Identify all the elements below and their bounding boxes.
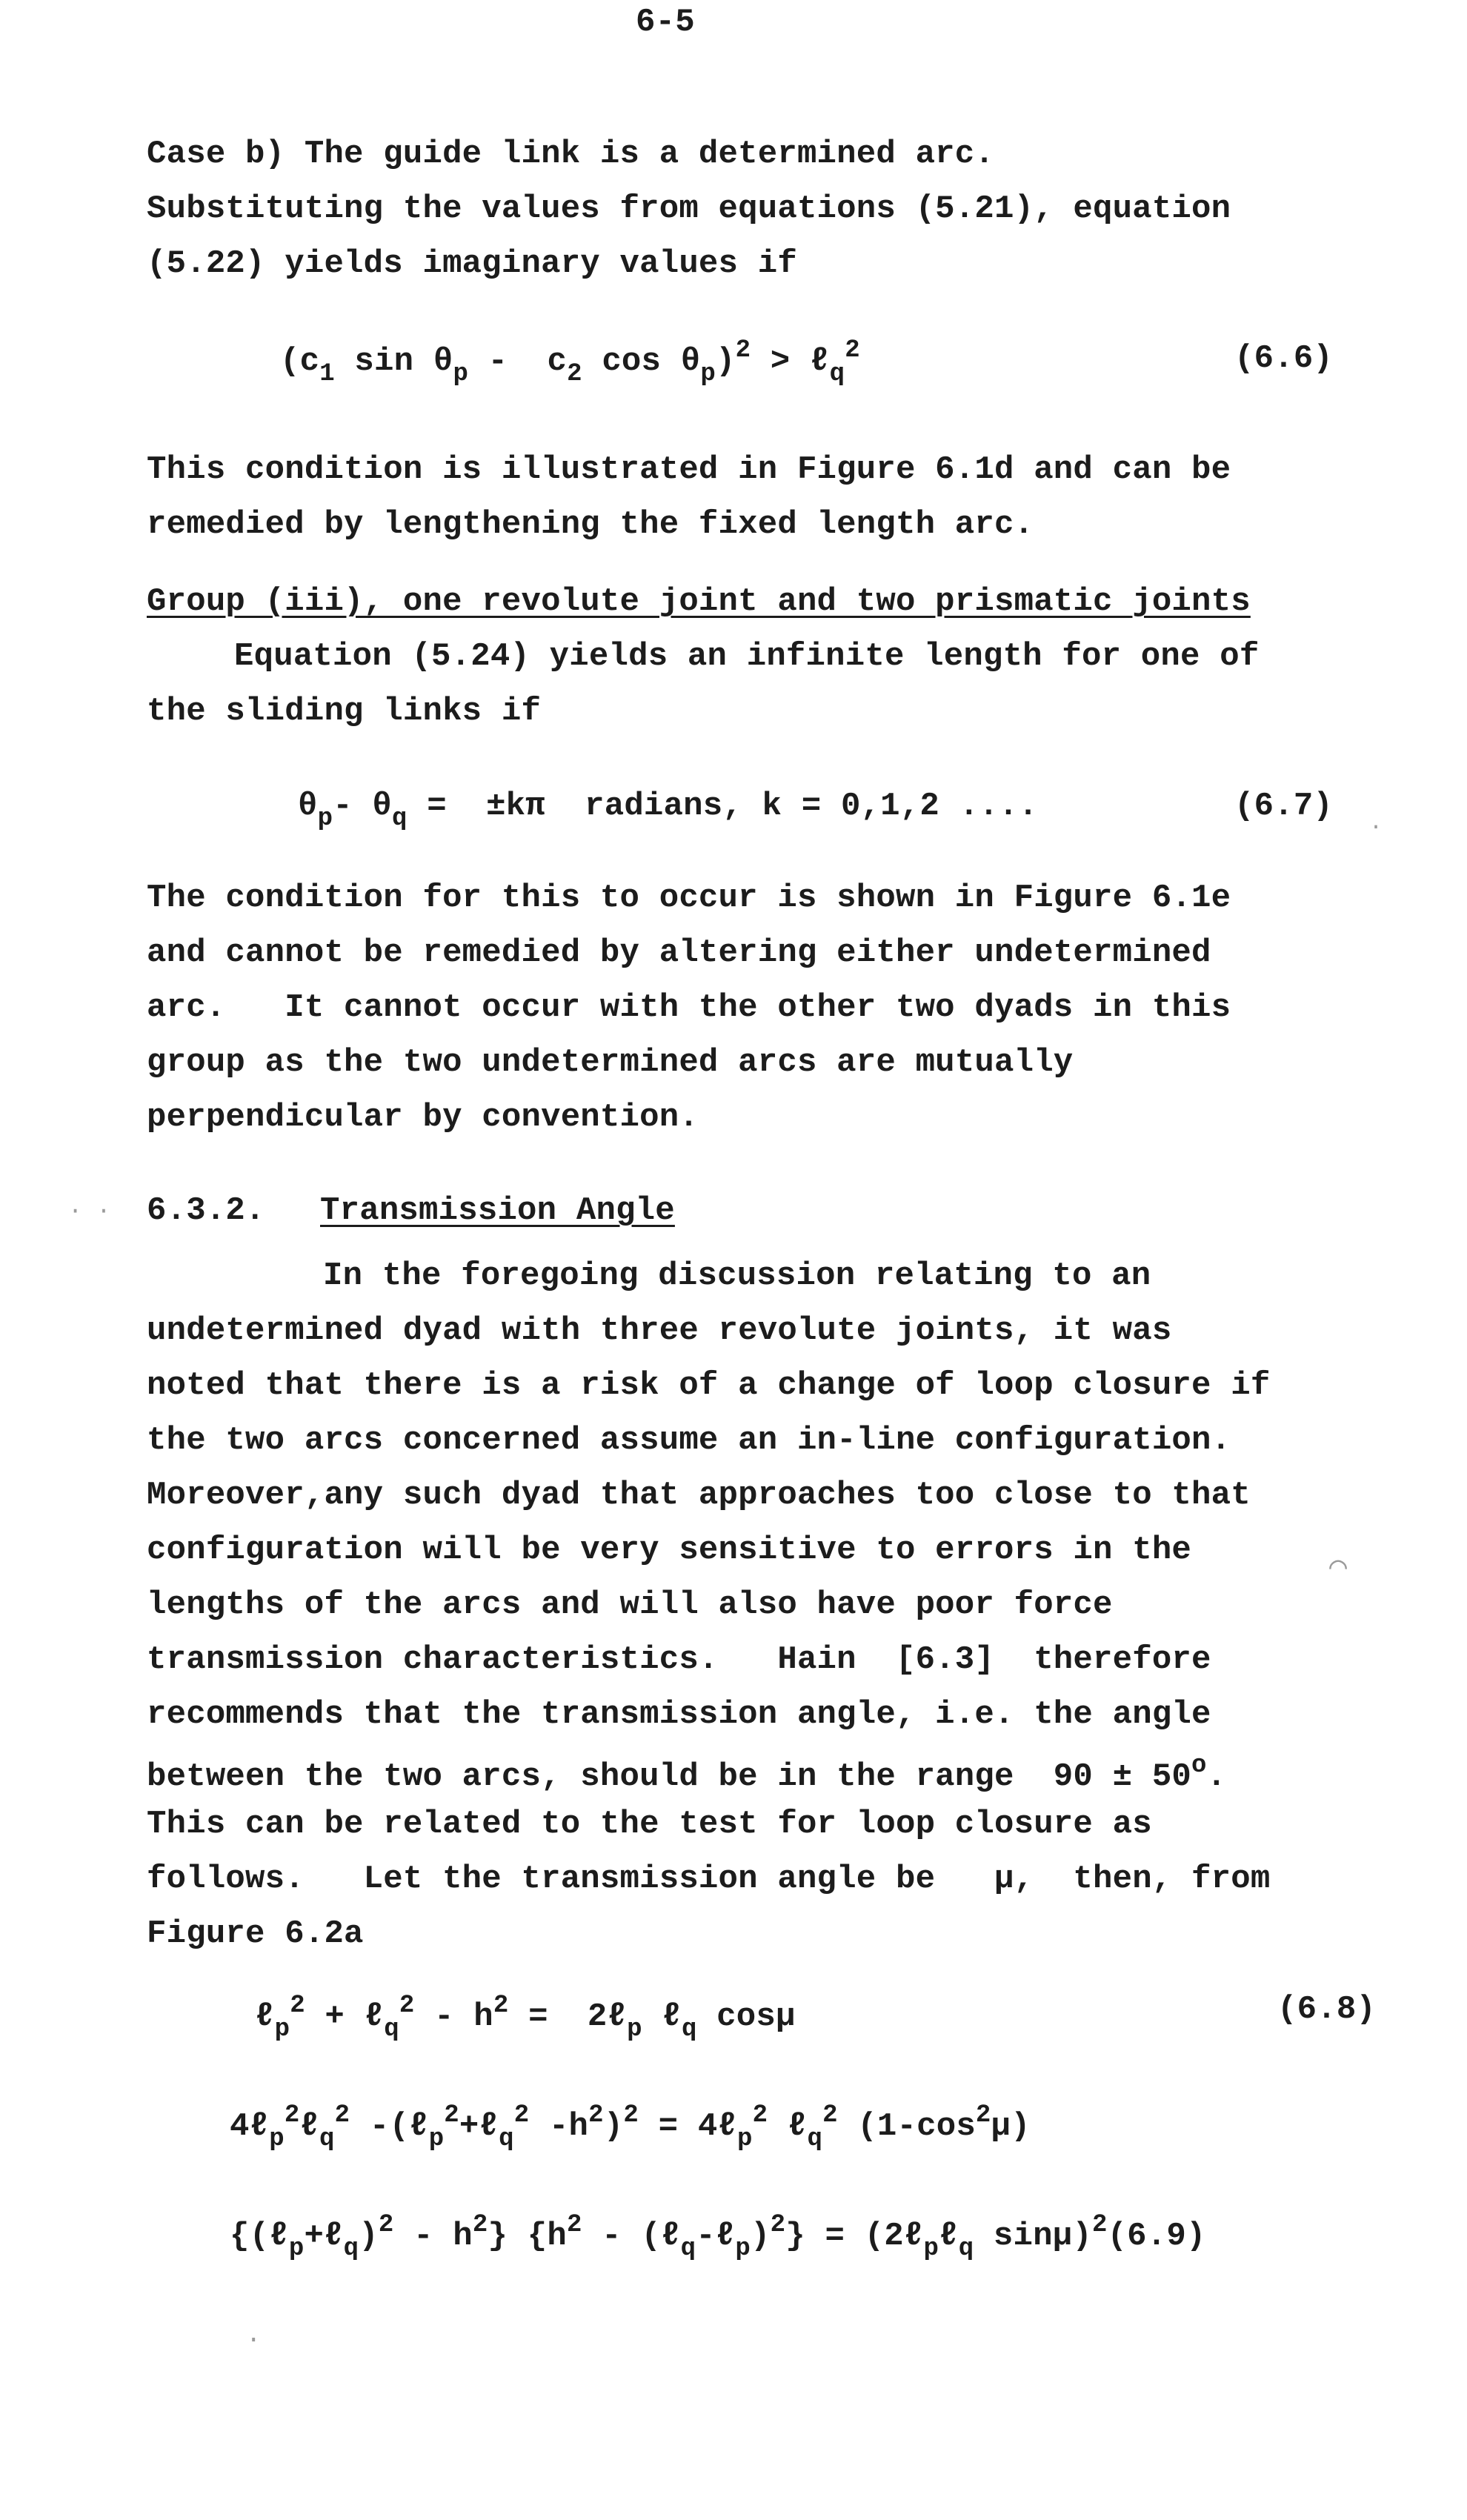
- body-line-3: noted that there is a risk of a change of loop closure if: [147, 1367, 1271, 1404]
- section-title: Transmission Angle: [320, 1192, 675, 1229]
- condition-line-1: This condition is illustrated in Figure 6.1d and can be: [147, 451, 1231, 488]
- case-b-line-1: Case b) The guide link is a determined arc.: [147, 136, 994, 173]
- equation-6-8-number: (6.8): [1277, 1991, 1377, 2028]
- body-line-10-text: between the two arcs, should be in the range 90 ± 50: [147, 1758, 1192, 1795]
- equation-6-9-number: (6.9): [1107, 2218, 1206, 2255]
- equation-expanded: 4ℓ$_p^2$ℓ$_q^2$ -(ℓ$_p^2$+ℓ$_q^2$ $-h^2)^2$ = 4ℓ$_p^2$ ℓ$_q^2$ $(1-\cos^2\mu)$: [230, 2101, 1031, 2153]
- body-line-8: transmission characteristics. Hain [6.3] therefore: [147, 1641, 1211, 1678]
- case-b-line-3: (5.22) yields imaginary values if: [147, 245, 797, 282]
- body-line-9: recommends that the transmission angle, i.e. the angle: [147, 1696, 1211, 1733]
- equation-6-9: {(ℓ$_p$+ℓ$_q$)$^2$ - $h^2$} {$h^2$ - (ℓ$_q$-ℓ$_p$)$^2$} = (2ℓ$_p$ℓ$_q$ sinμ)$^2$(6.9): [230, 2211, 1206, 2263]
- occur-line-2: and cannot be remedied by altering either undetermined: [147, 934, 1211, 971]
- body-line-6: configuration will be very sensitive to errors in the: [147, 1532, 1192, 1569]
- group-iii-line-2: the sliding links if: [147, 693, 542, 730]
- body-line-10: between the two arcs, should be in the range $90 \pm 50^o$.: [147, 1752, 1227, 1795]
- page-number: 6-5: [636, 4, 695, 41]
- equation-6-6-number: (6.6): [1234, 340, 1334, 377]
- body-line-12: follows. Let the transmission angle be μ, then, from: [147, 1861, 1271, 1898]
- body-line-5: Moreover,any such dyad that approaches too close to that: [147, 1477, 1251, 1514]
- body-line-4: the two arcs concerned assume an in-line configuration.: [147, 1422, 1231, 1459]
- condition-line-2: remedied by lengthening the fixed length arc.: [147, 506, 1034, 543]
- body-line-13: Figure 6.2a: [147, 1915, 364, 1952]
- body-line-7: lengths of the arcs and will also have poor force: [147, 1586, 1113, 1623]
- scan-speck-bottom: ·: [246, 2327, 262, 2355]
- occur-line-1: The condition for this to occur is shown in Figure 6.1e: [147, 880, 1231, 917]
- body-line-11: This can be related to the test for loop closure as: [147, 1806, 1152, 1843]
- equation-6-8: ℓ$_p^2$ + ℓ$_q^2$ - $h^2$ = 2ℓ$_p$ ℓ$_q$ cosμ: [255, 1992, 796, 2044]
- equation-6-7: $\theta_p-$ $\theta_q = \pm k\pi$ radians, k = 0,1,2 ....: [298, 788, 1039, 833]
- body-line-1: In the foregoing discussion relating to an: [323, 1257, 1151, 1294]
- equation-6-7-text: radians, k = 0,1,2 ....: [585, 788, 1039, 825]
- margin-dots: · ·: [68, 1197, 111, 1225]
- section-number: 6.3.2.: [147, 1192, 265, 1229]
- scan-speck: ·: [1369, 815, 1383, 840]
- pencil-mark: ⌒: [1329, 1552, 1348, 1585]
- occur-line-5: perpendicular by convention.: [147, 1099, 699, 1136]
- occur-line-4: group as the two undetermined arcs are mutually: [147, 1044, 1074, 1081]
- equation-6-6: ($c_1$ $\sin \theta_p - c_2$ $\cos \theta_p)^2$ > ℓ$_q^2$: [280, 336, 860, 388]
- occur-line-3: arc. It cannot occur with the other two dyads in this: [147, 989, 1231, 1026]
- equation-6-7-number: (6.7): [1234, 788, 1334, 825]
- group-iii-line-1: Equation (5.24) yields an infinite length for one of: [234, 638, 1260, 675]
- group-iii-heading: Group (iii), one revolute joint and two prismatic joints: [147, 583, 1251, 620]
- body-line-2: undetermined dyad with three revolute joints, it was: [147, 1312, 1172, 1349]
- case-b-line-2: Substituting the values from equations (5.21), equation: [147, 190, 1231, 227]
